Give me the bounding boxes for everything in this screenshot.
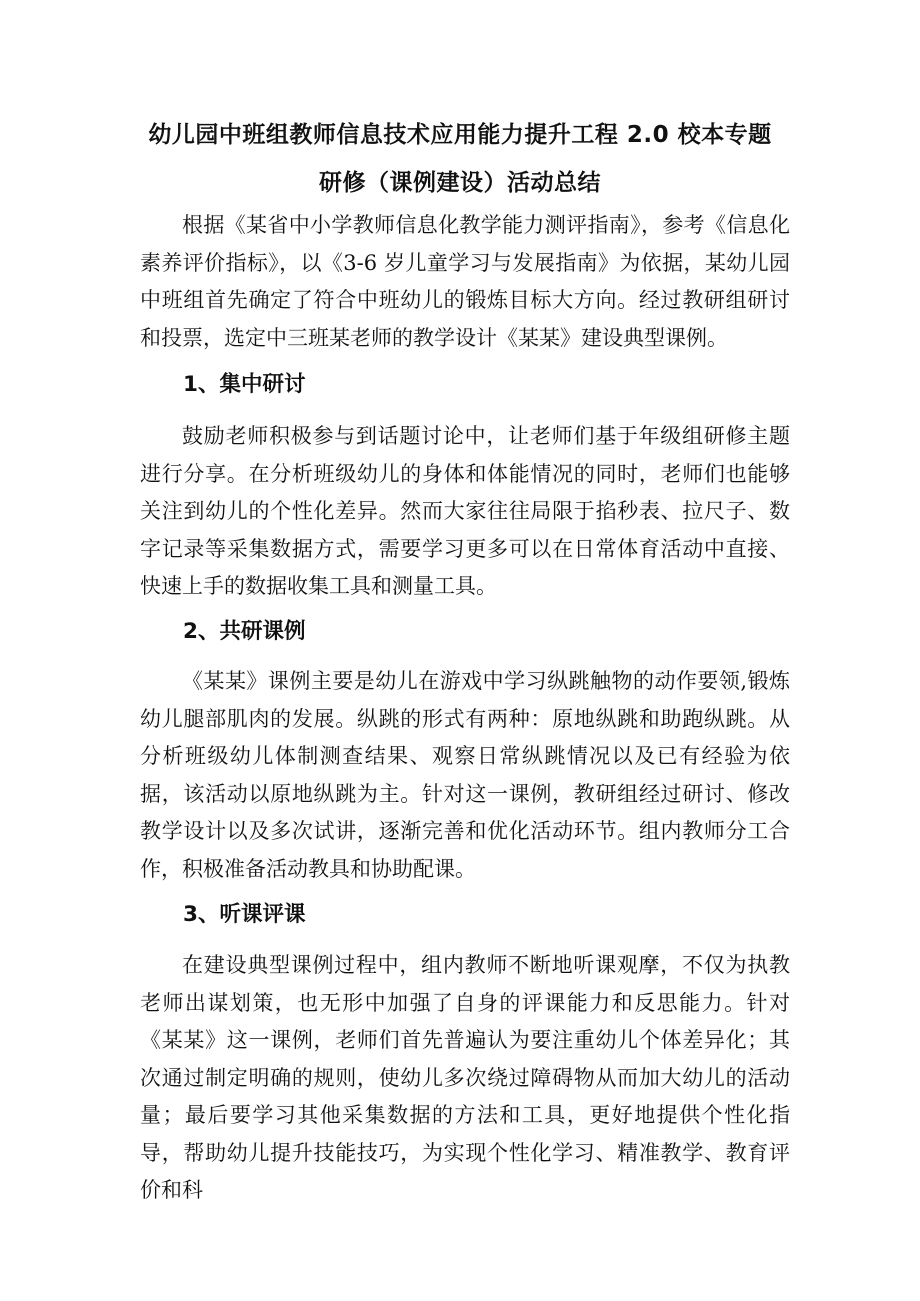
document-title-line-2: 研修（课例建设）活动总结 [319,170,601,196]
intro-paragraph: 根据《某省中小学教师信息化教学能力测评指南》，参考《信息化素养评价指标》，以《3-6 岁儿童学习与发展指南》为依据，某幼儿园中班组首先确定了符合中班幼儿的锻炼目标大方向。经过教研组研讨和投票，选定中三班某老师的教学设计《某某》建设典型课例。 [140,213,790,350]
section-heading-discussion: 1、集中研讨 [183,372,306,397]
document-title-line-1: 幼儿园中班组教师信息技术应用能力提升工程 2.0 校本专题 [148,122,772,148]
section-heading-co-research: 2、共研课例 [183,619,306,644]
section-body-co-research: 《某某》课例主要是幼儿在游戏中学习纵跳触物的动作要领,锻炼幼儿腿部肌肉的发展。纵跳的形式有两种：原地纵跳和助跑纵跳。从分析班级幼儿体制测查结果、观察日常纵跳情况以及已有经验为依据，该活动以原地纵跳为主。针对这一课例，教研组经过研讨、修改教学设计以及多次试讲，逐渐完善和优化活动环节。组内教师分工合作，积极准备活动教具和协助配课。 [140,669,790,881]
section-heading-lesson-review: 3、听课评课 [183,902,306,927]
section-body-discussion: 鼓励老师积极参与到话题讨论中，让老师们基于年级组研修主题进行分享。在分析班级幼儿的身体和体能情况的同时，老师们也能够关注到幼儿的个性化差异。然而大家往往局限于掐秒表、拉尺子、数字记录等采集数据方式，需要学习更多可以在日常体育活动中直接、快速上手的数据收集工具和测量工具。 [140,424,790,598]
section-body-lesson-review: 在建设典型课例过程中，组内教师不断地听课观摩，不仅为执教老师出谋划策，也无形中加强了自身的评课能力和反思能力。针对《某某》这一课例，老师们首先普遍认为要注重幼儿个体差异化；其次通过制定明确的规则，使幼儿多次绕过障碍物从而加大幼儿的活动量；最后要学习其他采集数据的方法和工具，更好地提供个性化指导，帮助幼儿提升技能技巧，为实现个性化学习、精准教学、教育评价和科 [140,953,790,1202]
